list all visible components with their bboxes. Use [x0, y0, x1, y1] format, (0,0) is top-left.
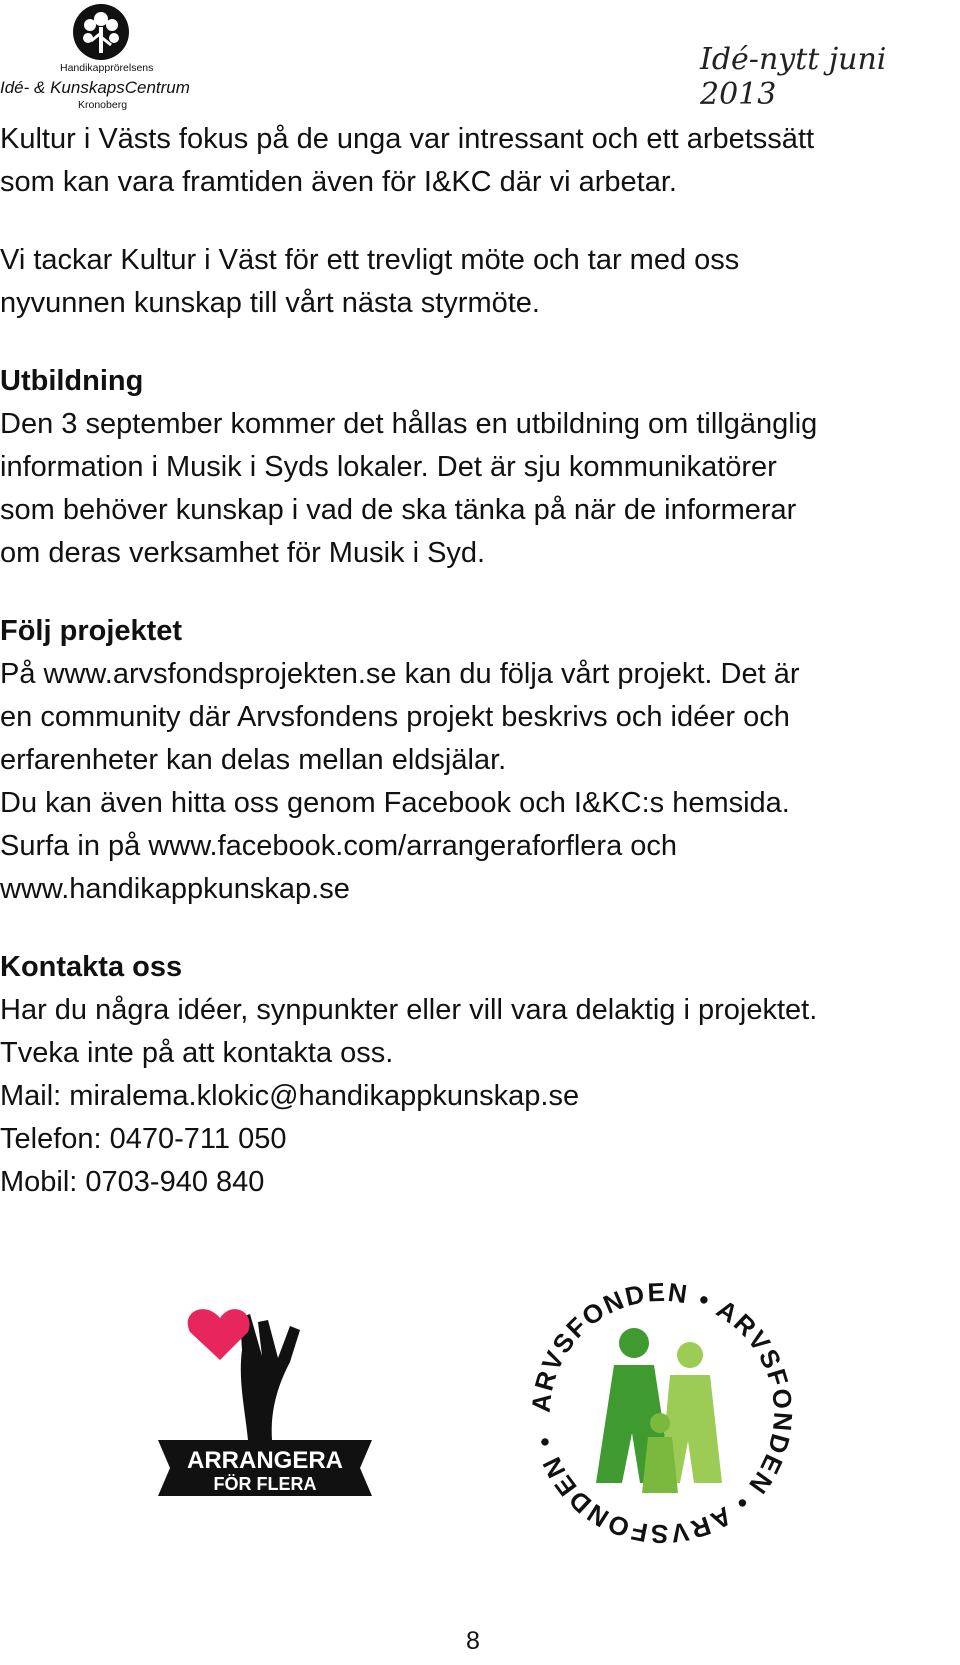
- logo-text-line1: Handikapprörelsens: [60, 62, 154, 74]
- arvsfonden-ring-text: ARVSFONDEN • ARVSFONDEN • ARVSFONDEN •: [525, 1276, 799, 1550]
- contact-mail: Mail: miralema.klokic@handikappkunskap.se: [0, 1080, 580, 1112]
- section-heading-utbildning: Utbildning: [0, 365, 144, 397]
- issue-title: Idé-nytt juni 2013: [700, 42, 887, 112]
- body-line: information i Musik i Syds lokaler. Det är sju kommunikatörer: [0, 451, 777, 483]
- for-flera-text: FÖR FLERA: [213, 1474, 317, 1494]
- body-line: Den 3 september kommer det hållas en utbildning om tillgänglig: [0, 408, 818, 440]
- body-line: Surfa in på www.facebook.com/arrangeraforflera och: [0, 830, 678, 862]
- body-line: Du kan även hitta oss genom Facebook och I&KC:s hemsida.: [0, 787, 790, 819]
- body-line: Kultur i Västs fokus på de unga var intressant och ett arbetssätt: [0, 123, 815, 155]
- logo-text-line3: Kronoberg: [78, 99, 128, 111]
- article-body: [0, 118, 950, 1204]
- figure-head-child: [650, 1413, 670, 1433]
- tree-logo-icon: [72, 3, 130, 61]
- body-line: som kan vara framtiden även för I&KC där vi arbetar.: [0, 166, 677, 198]
- contact-phone: Telefon: 0470-711 050: [0, 1123, 287, 1155]
- body-line: Vi tackar Kultur i Väst för ett trevligt möte och tar med oss: [0, 244, 740, 276]
- figure-body-child: [642, 1437, 678, 1493]
- body-line: www.handikappkunskap.se: [0, 873, 350, 905]
- arvsfonden-logo: [522, 1273, 802, 1553]
- body-line: erfarenheter kan delas mellan eldsjälar.: [0, 744, 507, 776]
- section-heading-folj-projektet: Följ projektet: [0, 615, 183, 647]
- body-line: som behöver kunskap i vad de ska tänka på när de informerar: [0, 494, 797, 526]
- arrangera-for-flera-logo: [150, 1290, 380, 1505]
- contact-mobile: Mobil: 0703-940 840: [0, 1166, 265, 1198]
- section-heading-kontakta-oss: Kontakta oss: [0, 951, 183, 983]
- body-line: Tveka inte på att kontakta oss.: [0, 1037, 394, 1069]
- body-line: På www.arvsfondsprojekten.se kan du följa vårt projekt. Det är: [0, 658, 800, 690]
- body-line: om deras verksamhet för Musik i Syd.: [0, 537, 486, 569]
- arrangera-text: ARRANGERA: [187, 1447, 343, 1474]
- logo-text-line2: Idé- & KunskapsCentrum: [0, 78, 190, 97]
- body-line: nyvunnen kunskap till vårt nästa styrmöte.: [0, 287, 540, 319]
- body-line: en community där Arvsfondens projekt beskrivs och idéer och: [0, 701, 790, 733]
- body-line: Har du några idéer, synpunkter eller vill vara delaktig i projektet.: [0, 994, 818, 1026]
- figure-head-light: [677, 1342, 703, 1368]
- hand-icon: [240, 1314, 300, 1440]
- organization-logo: [0, 0, 215, 115]
- figure-head-dark: [619, 1328, 649, 1358]
- heart-icon: [188, 1309, 250, 1360]
- page-number: 8: [466, 1627, 480, 1655]
